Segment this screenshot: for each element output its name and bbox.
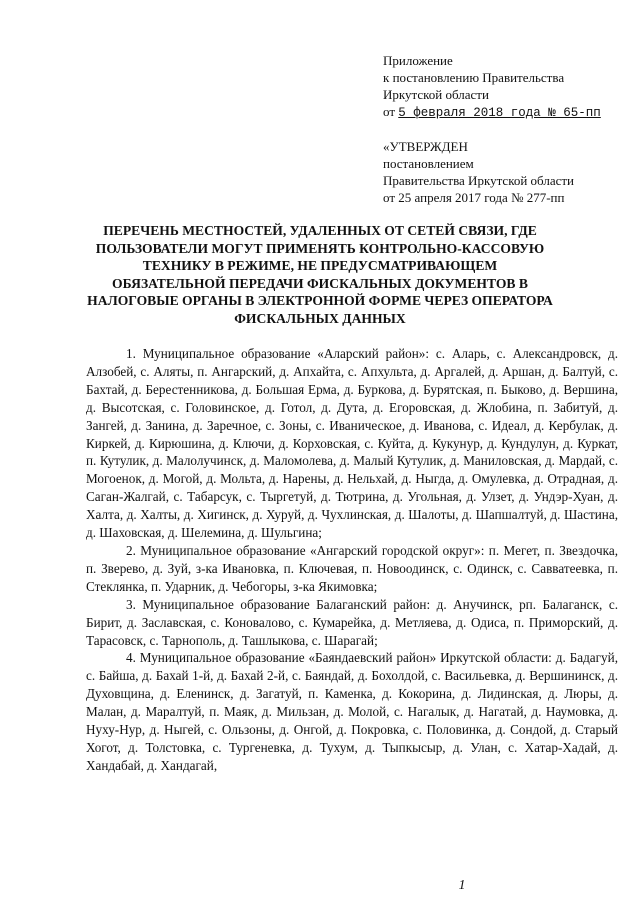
list-item-balagansky: 3. Муниципальное образование Балаганский район: д. Анучинск, рп. Балаганск, с. Бирит, д. Заславская, с. Коновалово, с. Кумарейка, д. Метляева, д. Одиса, п. Приморский, д. Тарасовск, с. Тарнополь, д. Ташлыкова, с. Шарагай; — [86, 596, 618, 648]
appendix-block — [383, 52, 633, 122]
approved-line-3: Правительства Иркутской области — [383, 173, 575, 188]
document-title: ПЕРЕЧЕНЬ МЕСТНОСТЕЙ, УДАЛЕННЫХ ОТ СЕТЕЙ СВЯЗИ, ГДЕ ПОЛЬЗОВАТЕЛИ МОГУТ ПРИМЕНЯТЬ КОНТРОЛЬНО-КАССОВУЮ ТЕХНИКУ В РЕЖИМЕ, НЕ ПРЕДУСМАТРИВАЮЩЕМ ОБЯЗАТЕЛЬНОЙ ПЕРЕДАЧИ ФИСКАЛЬНЫХ ДОКУМЕНТОВ В НАЛОГОВЫЕ ОРГАНЫ В ЭЛЕКТРОННОЙ ФОРМЕ ЧЕРЕЗ ОПЕРАТОРА ФИСКАЛЬНЫХ ДАННЫХ — [87, 223, 553, 326]
approved-block — [383, 138, 633, 206]
list-item-bayandaevsky: 4. Муниципальное образование «Баяндаевский район» Иркутской области: д. Бадагуй, с. Байша, д. Бахай 1-й, д. Бахай 2-й, с. Баяндай, д. Бохолдой, с. Васильевка, д. Вершининск, д. Духовщина, д. Еленинск, д. Загатуй, п. Каменка, д. Кокорина, д. Лидинская, д. Люры, д. Малан, д. Маралтуй, п. Маяк, д. Мильзан, д. Молой, с. Нагалык, д. Нагатай, д. Наумовка, д. Нуху-Нур, д. Ныгей, с. Ользоны, д. Онгой, д. Покровка, с. Половинка, д. Сондой, д. Старый Хогот, д. Толстовка, с. Тургеневка, д. Тухум, д. Тыпкысыр, д. Улан, с. Хатар-Хадай, д. Хандабай, д. Хандагай, — [86, 650, 618, 773]
appendix-line-1: Приложение — [383, 53, 453, 68]
appendix-date-prefix: от — [383, 104, 399, 119]
list-item-alarsky: 1. Муниципальное образование «Аларский район»: с. Аларь, с. Александровск, д. Алзобей, с. Аляты, п. Ангарский, д. Апхайта, с. Апхульта, д. Аргалей, д. Аршан, д. Балтуй, с. Бахтай, д. Берестенникова, д. Большая Ерма, д. Буркова, д. Бурятская, п. Быково, д. Вершина, д. Высотская, с. Головинское, д. Готол, д. Дута, д. Егоровская, д. Жлобина, п. Забитуй, д. Зангей, д. Занина, д. Заречное, с. Зоны, с. Иваническое, д. Иванова, с. Идеал, д. Кербулак, д. Киркей, д. Кирюшина, д. Ключи, д. Корховская, с. Куйта, д. Кукунур, д. Кундулун, д. Куркат, п. Кутулик, д. Малолучинск, д. Маломолева, д. Малый Кутулик, д. Маниловская, д. Мардай, с. Могоенок, д. Могой, д. Мольта, д. Нарены, д. Нельхай, д. Ныгда, д. Омулевка, д. Отрадная, д. Саган-Жалгай, с. Табарсук, с. Тыргетуй, д. Тютрина, д. Угольная, д. Улзет, д. Ундэр-Хуан, д. Халта, д. Халты, д. Хигинск, д. Хуруй, д. Чухлинская, д. Шалоты, д. Шапшалтуй, д. Шастина, д. Шаховская, д. Шелемина, д. Шульгина; — [86, 346, 618, 541]
page-number: 1 — [458, 878, 466, 893]
appendix-line-3: Иркутской области — [383, 87, 489, 102]
approved-line-1: «УТВЕРЖДЕН — [383, 139, 468, 154]
appendix-date-value: 5 февраля 2018 года № 65-пп — [398, 106, 601, 120]
appendix-date — [383, 103, 633, 122]
appendix-line-2: к постановлению Правительства — [383, 70, 565, 85]
approved-line-2: постановлением — [383, 156, 474, 171]
approved-line-4: от 25 апреля 2017 года № 277-пп — [383, 190, 565, 205]
list-item-angarsky: 2. Муниципальное образование «Ангарский городской округ»: п. Мегет, п. Звездочка, п. Зверево, д. Зуй, з-ка Ивановка, п. Ключевая, п. Новоодинск, с. Одинск, с. Савватеевка, п. Стеклянка, п. Ударник, д. Чебогоры, з-ка Якимовка; — [86, 542, 618, 594]
document-body — [86, 345, 618, 775]
